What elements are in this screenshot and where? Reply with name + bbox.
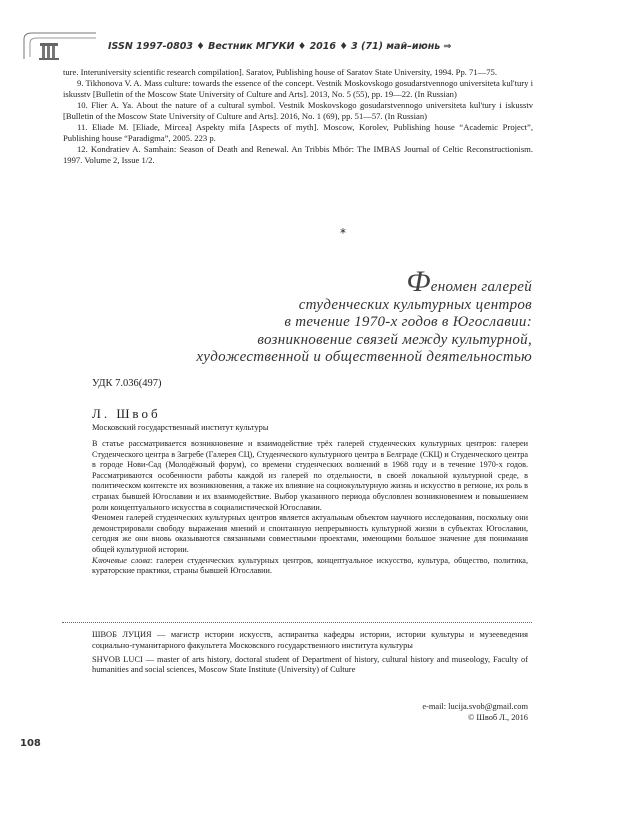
author-bio xyxy=(92,630,528,679)
journal-title-text: ISSN 1997-0803 ♦ Вестник МГУКИ ♦ 2016 ♦ 3 (71) май–июнь xyxy=(108,41,441,52)
reference-item: 10. Flier A. Ya. About the nature of a cultural symbol. Vestnik Moskovskogo gosudarstvennogo universiteta kul'tury i iskusstv [Bulletin of the Moscow State University of Culture and Arts]. 2016, No. 1 (69), pp. 51—57. (In Russian) xyxy=(63,100,533,121)
reference-item: 12. Kondratiev A. Samhain: Season of Death and Renewal. An Tribbis Mbór: The IMBAS Journal of Celtic Reconstructionism. 1997. Volume 2, Issue 1/2. xyxy=(63,144,533,165)
abstract-paragraph-1: В статье рассматривается возникновение и взаимодействие трёх галерей студенческих культурных центров: галереи Студенческого центра в Загребе (Галерея СЦ), Студенческого культурного центра в Белграде (СКЦ) и Студенческого центра в городе Нови-Сад (Молодёжный форум), со времени студенческих волнений в 1968 году и в течение 1970-х годов. Рассматриваются особенности работы каждой из галерей по отдельности, в своей локальной культурной среде, в политическом контексте их возникновения, а также их влияние на социокультурную жизнь и искусство в регионе, их роль в странах бывшей Югославии и их взаимодействие. Выбор указанного периода обусловлен возникновением и повышением роли концептуального искусства в социалистической Югославии. xyxy=(92,439,528,512)
bio-russian: ШВОБ ЛУЦИЯ — магистр истории искусств, аспирантка кафедры истории, истории культуры и музееведения социально-гуманитарного факультета Московского государственного института культуры xyxy=(92,630,528,650)
section-divider-asterisk: * xyxy=(340,226,346,240)
dotted-separator xyxy=(62,622,532,623)
article-title xyxy=(62,265,532,367)
keywords-text: : галереи студенческих культурных центров, концептуальное искусство, культура, общество, политика, кураторские практики, страны бывшей Югославии. xyxy=(92,555,528,576)
copyright: © Швоб Л., 2016 xyxy=(467,712,528,722)
reference-item: 11. Eliade M. [Eliade, Mircea] Aspekty mifa [Aspects of myth]. Moscow, Korolev, Publishing house “Academic Project”, Publishing house “Paradigma”, 2005. 223 p. xyxy=(63,122,533,143)
udc-code: УДК 7.036(497) xyxy=(92,378,162,389)
title-line-1: еномен галерей xyxy=(430,279,532,295)
title-line-5: художественной и общественной деятельностью xyxy=(196,349,532,365)
author-email: e-mail: lucija.svob@gmail.com xyxy=(422,702,528,711)
author-name: Л. Швоб xyxy=(92,406,161,421)
keywords xyxy=(92,556,528,577)
title-line-4: возникновение связей между культурной, xyxy=(257,331,532,348)
journal-logo xyxy=(20,31,100,61)
keywords-label: Ключевые слова xyxy=(92,555,150,565)
reference-item: 9. Tikhonova V. A. Mass culture: towards the essence of the concept. Vestnik Moskovskogo gosudarstvennogo universiteta kul'tury i iskusstv [Bulletin of the Moscow State University of Culture and Arts]. 2013, No. 5 (55), pp. 19—22. (In Russian) xyxy=(63,78,533,99)
title-line xyxy=(62,265,532,298)
contact-block xyxy=(300,702,528,724)
next-arrow-icon: ⇒ xyxy=(443,41,452,52)
author-affiliation: Московский государственный институт культуры xyxy=(92,423,269,432)
title-line-2: студенческих культурных центров xyxy=(298,296,532,313)
references-list xyxy=(63,67,533,166)
abstract xyxy=(92,439,528,577)
title-line-3: в течение 1970-х годов в Югославии: xyxy=(284,314,532,330)
page-number: 108 xyxy=(20,738,41,749)
abstract-paragraph-2: Феномен галерей студенческих культурных центров является актуальным объектом научного исследования, поскольку они демонстрировали свободу выражения мнений и спонтанную непрерывность культурной жизни в субъектах Югославии, сегодня же они вновь оказываются связанными совместными проектами, имеющими большое значение для понимания общей культурной истории. xyxy=(92,513,528,554)
reference-item: ture. Interuniversity scientific research compilation]. Saratov, Publishing house of Saratov State University, 1994. Pp. 71—75. xyxy=(63,67,497,77)
journal-title xyxy=(108,41,451,52)
journal-header xyxy=(20,31,600,61)
title-dropcap: Ф xyxy=(406,265,431,298)
bio-english: SHVOB LUCI — master of arts history, doctoral student of Department of history, cultural history and museology, Faculty of humanities and social sciences, Moscow State Institute (University) of Culture xyxy=(92,654,528,675)
